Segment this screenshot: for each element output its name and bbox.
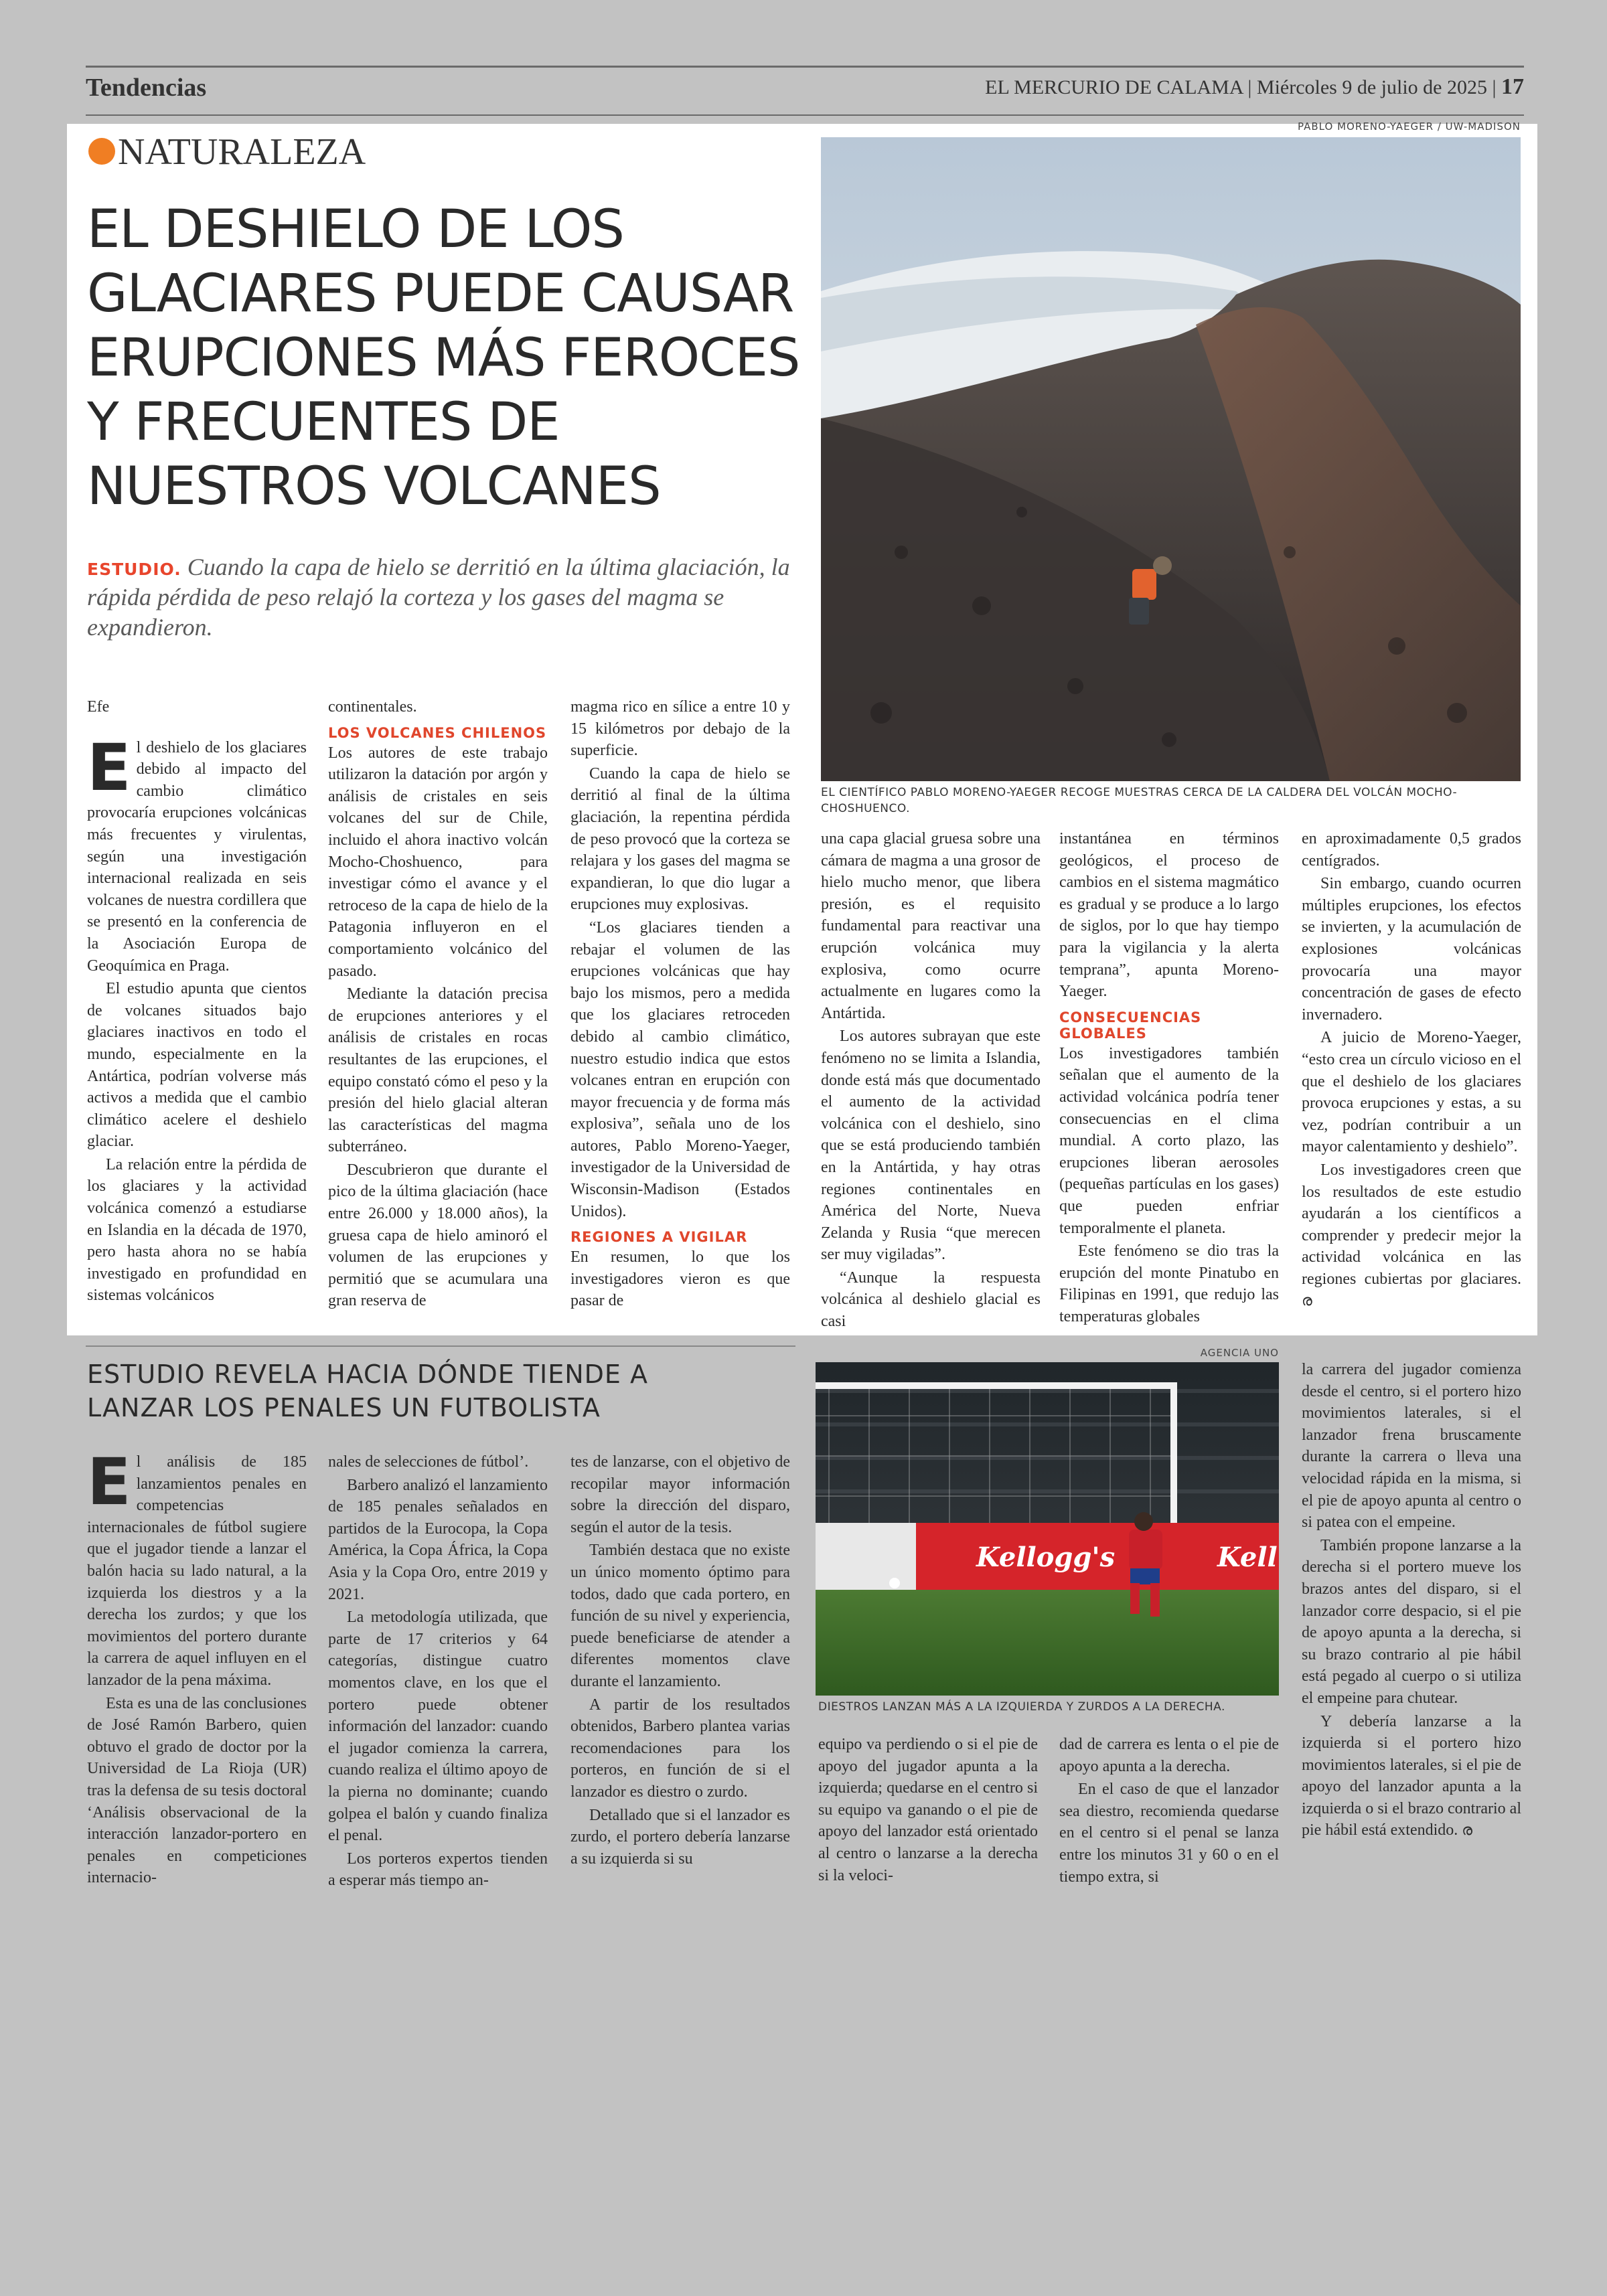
article2-column-4: equipo va perdiendo o si el pie de apoyo del jugador apunta a la izquierda; quedarse en el centro si su equipo va ganando o el pie de apoyo del lanzador está orientado al centro o lanzarse a la derecha si la veloci- (818, 1736, 1038, 1884)
football-photo (816, 1362, 1279, 1696)
ad-text: Kellogg's (976, 1542, 1116, 1573)
subhead-volcanes-chilenos: LOS VOLCANES CHILENOS (328, 724, 547, 741)
article1-column-6: en aproximadamente 0,5 grados centígrados. Sin embargo, cuando ocurren múltiples erupciones, los efectos se invierten, y la acumulación de explosiones volcánicas provocaría una mayor concentración de gases de efecto invernadero. A juicio de Moreno-Yaeger, “esto crea un círculo vicioso en el que el deshielo de los glaciares provoca erupciones y estas, a su vez, podrían contribuir a un mayor calentamiento y deshielo”. Los investigadores creen que los resultados de este estudio ayudarán a los científicos a comprender y predecir mejor la actividad volcánica en las regiones cubiertas por glaciares. ര (1302, 830, 1521, 1310)
byline: Efe (87, 698, 110, 716)
article-headline: EL DESHIELO DE LOS GLACIARES PUEDE CAUSAR ERUPCIONES MÁS FEROCES Y FRECUENTES DE NUESTROS VOLCANES (87, 199, 800, 517)
article2-column-1: El análisis de 185 lanzamientos penales en competencias internacionales de fútbol sugiere que el jugador tiende a lanzar el balón hacia su lado natural, a la izquierda los diestros y a la derecha los zurdos; y que los movimientos del portero durante la carrera de aquel influyen en el lanzador de la pena máxima. Esta es una de las conclusiones de José Ramón Barbero, quien obtuvo el grado de doctor por la Universidad de La Rioja (UR) tras la defensa de su tesis doctoral ‘Análisis observacional de la interacción lanzador-portero en penales en competiciones internacio- (87, 1445, 307, 1887)
deck-text: Cuando la capa de hielo se derritió en la última glaciación, la rápida pérdida de peso relajó la corteza y los gases del magma se expandieron. (87, 554, 790, 641)
page-number: 17 (1501, 74, 1524, 99)
end-mark-icon: ര (1302, 1293, 1312, 1310)
article1-column-4: una capa glacial gruesa sobre una cámara de magma a una grosor de hielo mucho menor, que libera presión, es el requisito fundamental para reactivar una erupción volcánica muy explosiva, como ocurre actualmente en lugares como la Antártida. Los autores subrayan que este fenómeno no se limita a Islandia, donde está más que documentado el aumento de la actividad volcánica con el deshielo, sino que se está produciendo también en la Antártida, y hay otras regiones continentales en América del Norte, Nueva Zelanda y Rusia “que merecen ser muy vigiladas”. “Aunque la respuesta volcánica al deshielo glacial es casi (821, 830, 1041, 1331)
photo-caption: EL CIENTÍFICO PABLO MORENO-YAEGER RECOGE MUESTRAS CERCA DE LA CALDERA DEL VOLCÁN MOCHO-CHOSHUENCO. (821, 786, 1458, 815)
subhead-regiones-a-vigilar: REGIONES A VIGILAR (570, 1229, 748, 1246)
issue-date: Miércoles 9 de julio de 2025 (1256, 76, 1487, 98)
article1-column-5: instantánea en términos geológicos, el proceso de cambios en el sistema magmático es gradual y se produce a lo largo de siglos, por lo que hay tiempo para la vigilancia y la alerta temprana”, apunta Moreno-Yaeger. CONSECUENCIAS GLOBALES Los investigadores también señalan que el aumento de la actividad volcánica podría tener consecuencias en el clima mundial. A corto plazo, las erupciones liberan aerosoles (pequeñas partículas en los gases) que pueden enfriar temporalmente el planeta. Este fenómeno se dio tras la erupción del monte Pinatubo en Filipinas en 1991, que redujo las temperaturas globales (1059, 830, 1279, 1325)
article2-column-3: tes de lanzarse, con el objetivo de recopilar mayor información sobre la dirección del disparo, según el autor de la tesis. También destaca que no existe un único momento óptimo para todos, dado que cada portero, en función de su nivel y experiencia, puede beneficiarse de atender a diferentes momentos clave durante el lanzamiento. A partir de los resultados obtenidos, Barbero plantea varias recomendaciones para los porteros, en función de si el lanzador es diestro o zurdo. Detallado que si el lanzador es zurdo, el portero debería lanzarse a su izquierda si su (570, 1453, 790, 1868)
article1-column-2: continentales. LOS VOLCANES CHILENOS Los autores de este trabajo utilizaron la datación por argón y análisis de cristales en seis volcanes del sur de Chile, incluido el ahora inactivo volcán Mocho-Choshuenco, para investigar cómo el avance y el retroceso de la capa de hielo de la Patagonia influyeron en el comportamiento volcánico del pasado. Mediante la datación precisa de erupciones anteriores y el análisis de cristales en rocas resultantes de las erupciones, el equipo constató cómo el peso y la presión del hielo glacial alteran las características del magma subterráneo. Descubrieron que durante el pico de la última glaciación (hace entre 26.000 y 18.000 años), la gruesa capa de hielo aminoró el volumen de las erupciones y permitió que se acumulara una gran reserva de (328, 698, 548, 1310)
article2-column-2: nales de selecciones de fútbol’. Barbero analizó el lanzamiento de 185 penales señalados en partidos de la Eurocopa, la Copa América, la Copa África, la Copa Asia y la Copa Oro, entre 2019 y 2021. La metodología utilizada, que parte de 17 criterios y 64 categorías, distingue cuatro momentos clave, en los que el portero puede obtener información del lanzador: cuando el jugador comienza la carrera, cuando realiza el último apoyo de la pierna no dominante; cuando golpea el balón y cuando finaliza el penal. Los porteros expertos tienden a esperar más tiempo an- (328, 1453, 548, 1890)
article1-column-3: magma rico en sílice a entre 10 y 15 kilómetros por debajo de la superficie. Cuando la capa de hielo se derritió al final de la última glaciación, la repentina pérdida de peso provocó que la corteza se relajara y los gases del magma se expandieran, lo que dio lugar a erupciones muy explosivas. “Los glaciares tienden a rebajar el volumen de las erupciones volcánicas que hay bajo los mismos, pero a medida que los glaciares retroceden debido al cambio climático, nuestro estudio indica que estos volcanes entran en erupción con mayor frecuencia y de forma más explosiva”, señala uno de los autores, Pablo Moreno-Yaeger, investigador de la Universidad de Wisconsin-Madison (Estados Unidos). REGIONES A VIGILAR En resumen, lo que los investigadores vieron es que pasar de (570, 698, 790, 1310)
orange-dot-icon (88, 138, 115, 165)
photo-caption-2: DIESTROS LANZAN MÁS A LA IZQUIERDA Y ZURDOS A LA DERECHA. (818, 1700, 1225, 1714)
article2-headline: ESTUDIO REVELA HACIA DÓNDE TIENDE A LANZAR LOS PENALES UN FUTBOLISTA (87, 1360, 649, 1422)
deck-tag: ESTUDIO. (87, 560, 181, 579)
drop-cap-2: E (87, 1445, 131, 1520)
article-deck (87, 552, 790, 643)
drop-cap: E (87, 730, 131, 805)
page-header (86, 66, 1524, 116)
divider (86, 1345, 795, 1347)
svg-text:Kell: Kell (1217, 1542, 1278, 1573)
article2-column-5: dad de carrera es lenta o el pie de apoyo apunta a la derecha. En el caso de que el lanzador sea diestro, recomienda quedarse en el centro si el penal se lanza entre los minutos 31 y 60 o en el tiempo extra, si (1059, 1736, 1279, 1886)
glacier-photo (821, 137, 1521, 781)
newspaper-name: EL MERCURIO DE CALAMA (985, 76, 1243, 98)
end-mark-icon-2: ര (1462, 1822, 1473, 1839)
photo-credit: PABLO MORENO-YAEGER / UW-MADISON (1298, 120, 1521, 133)
photo-credit-2: AGENCIA UNO (1200, 1347, 1279, 1359)
masthead-info: EL MERCURIO DE CALAMA | Miércoles 9 de julio de 2025 | 17 (985, 74, 1524, 99)
article1-column-1: Efe El deshielo de los glaciares debido al impacto del cambio climático provocaría erupciones volcánicas más frecuentes y virulentas, según una investigación internacional realizada en seis volcanes de nuestra cordillera que se presentó en la conferencia de la Asociación Europa de Geoquímica en Praga. El estudio apunta que cientos de volcanes situados bajo glaciares inactivos en todo el mundo, especialmente en la Antártica, podrían volverse más activos a medida que el cambio climático acelere el deshielo glaciar. La relación entre la pérdida de los glaciares y la actividad volcánica comenzó a estudiarse en Islandia en la década de 1970, pero hasta ahora no se había investigado en profundidad en sistemas volcánicos (87, 696, 307, 1308)
article2-column-6: la carrera del jugador comienza desde el centro, si el portero hizo movimientos laterales, si el lanzador frena bruscamente durante la carrera o lleva una velocidad rápida en la misma, si el pie de apoyo apunta al centro o si patea con el empeine. También propone lanzarse a la derecha si el portero mueve los brazos antes del disparo, si el lanzador corre despacio, si el pie de apoyo apunta a la derecha, si su brazo contrario al pie hábil está pegado al cuerpo o si utiliza el empeine para chutear. Y debería lanzarse a la izquierda si el portero hizo movimientos laterales, si el pie de apoyo del lanzador apunta a la izquierda o si el brazo contrario al pie hábil está extendido. ര (1302, 1361, 1521, 1839)
article-kicker: NATURALEZA (88, 131, 366, 173)
section-name: Tendencias (86, 74, 207, 102)
subhead-consecuencias-globales: CONSECUENCIAS GLOBALES (1059, 1009, 1202, 1042)
